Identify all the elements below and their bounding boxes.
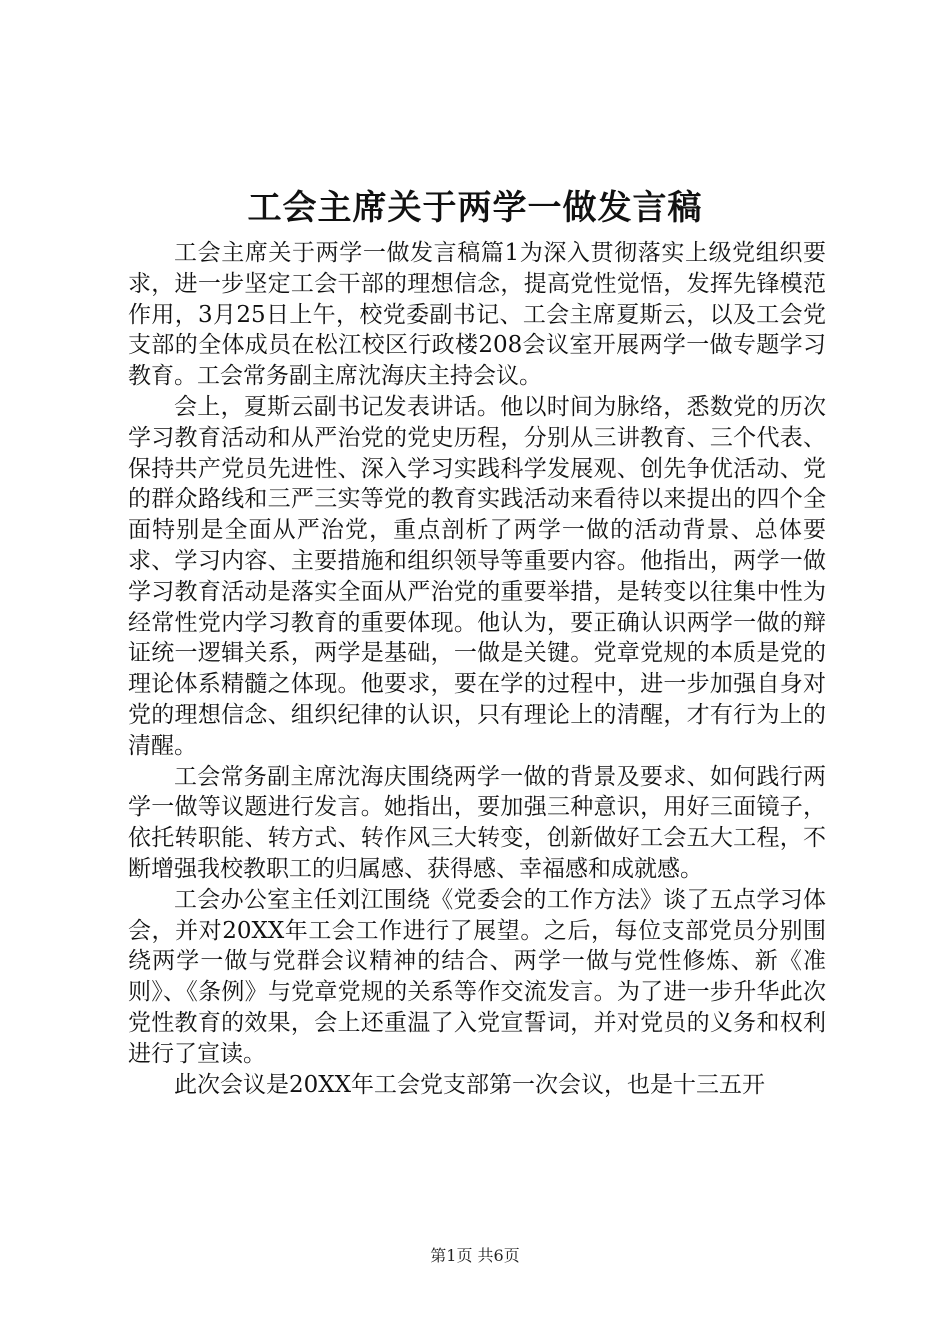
document-title: 工会主席关于两学一做发言稿 (247, 188, 703, 228)
document-body (128, 238, 826, 1100)
paragraph-2: 会上，夏斯云副书记发表讲话。他以时间为脉络，悉数党的历次学习教育活动和从严治党的党史历程，分别从三讲教育、三个代表、保持共产党员先进性、深入学习实践科学发展观、创先争优活动、党的群众路线和三严三实等党的教育实践活动来看待以来提出的四个全面特别是全面从严治党，重点剖析了两学一做的活动背景、总体要求、学习内容、主要措施和组织领导等重要内容。他指出，两学一做学习教育活动是落实全面从严治党的重要举措，是转变以往集中性为经常性党内学习教育的重要体现。他认为，要正确认识两学一做的辩证统一逻辑关系，两学是基础，一做是关键。党章党规的本质是党的理论体系精髓之体现。他要求，要在学的过程中，进一步加强自身对党的理想信念、组织纪律的认识，只有理论上的清醒，才有行为上的清醒。 (128, 393, 826, 759)
page-number-footer: 第1页 共6页 (430, 1246, 520, 1265)
paragraph-5: 此次会议是20XX年工会党支部第一次会议，也是十三五开 (174, 1071, 766, 1098)
paragraph-4: 工会办公室主任刘江围绕《党委会的工作方法》谈了五点学习体会，并对20XX年工会工作进行了展望。之后，每位支部党员分别围绕两学一做与党群会议精神的结合、两学一做与党性修炼、新《准则》、《条例》与党章党规的关系等作交流发言。为了进一步升华此次党性教育的效果，会上还重温了入党宣誓词，并对党员的义务和权利进行了宣读。 (128, 886, 826, 1067)
paragraph-3: 工会常务副主席沈海庆围绕两学一做的背景及要求、如何践行两学一做等议题进行发言。她指出，要加强三种意识，用好三面镜子，依托转职能、转方式、转作风三大转变，创新做好工会五大工程，不断增强我校教职工的归属感、获得感、幸福感和成就感。 (128, 763, 826, 882)
paragraph-1: 工会主席关于两学一做发言稿篇1为深入贯彻落实上级党组织要求，进一步坚定工会干部的理想信念，提高党性觉悟，发挥先锋模范作用，3月25日上午，校党委副书记、工会主席夏斯云，以及工会党支部的全体成员在松江校区行政楼208会议室开展两学一做专题学习教育。工会常务副主席沈海庆主持会议。 (128, 240, 826, 390)
